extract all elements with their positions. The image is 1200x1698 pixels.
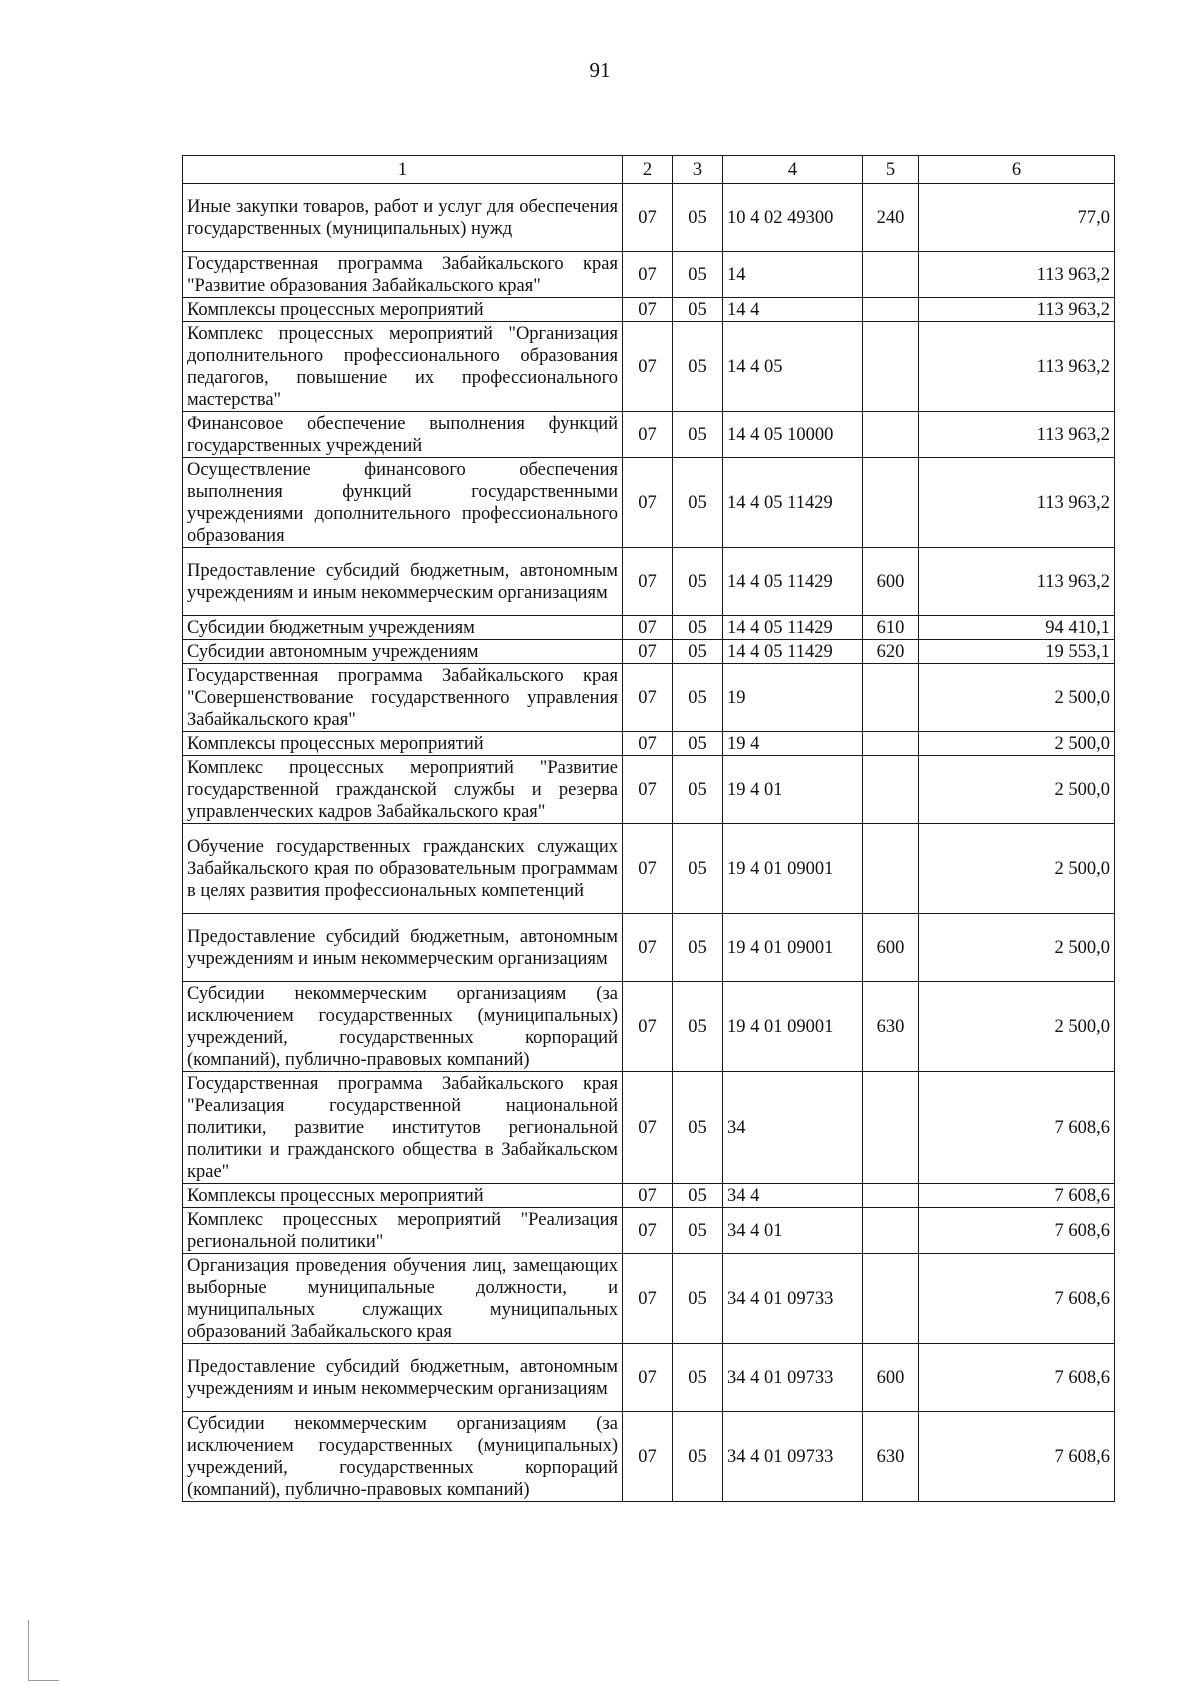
expense-type-cell [863,298,919,322]
expense-type-cell [863,458,919,548]
amount-cell: 7 608,6 [919,1412,1115,1502]
subsection-code-cell: 05 [673,322,723,412]
budget-table [182,155,1115,1502]
header-cell: 5 [863,156,919,184]
item-name-cell: Государственная программа Забайкальского края "Совершенствование государственного управления Забайкальского края" [183,664,623,732]
section-code-cell: 07 [623,548,673,616]
amount-cell: 113 963,2 [919,252,1115,298]
item-name-cell: Государственная программа Забайкальского края "Реализация государственной национальной политики, развитие институтов региональной политики и гражданского общества в Забайкальском крае" [183,1072,623,1184]
section-code-cell: 07 [623,1072,673,1184]
table-row [183,1254,1115,1344]
expense-type-cell [863,732,919,756]
table-row [183,824,1115,914]
amount-cell: 2 500,0 [919,664,1115,732]
item-name-cell: Субсидии бюджетным учреждениям [183,616,623,640]
target-code-cell: 19 4 01 09001 [723,914,863,982]
table-row [183,1072,1115,1184]
item-name-cell: Государственная программа Забайкальского края "Развитие образования Забайкальского края" [183,252,623,298]
subsection-code-cell: 05 [673,824,723,914]
section-code-cell: 07 [623,1344,673,1412]
subsection-code-cell: 05 [673,982,723,1072]
target-code-cell: 14 4 05 [723,322,863,412]
expense-type-cell: 630 [863,982,919,1072]
table-row [183,184,1115,252]
table-row [183,322,1115,412]
table-row [183,1412,1115,1502]
target-code-cell: 34 4 01 [723,1208,863,1254]
target-code-cell: 14 [723,252,863,298]
amount-cell: 113 963,2 [919,458,1115,548]
subsection-code-cell: 05 [673,458,723,548]
table-row [183,1208,1115,1254]
item-name-cell: Субсидии автономным учреждениям [183,640,623,664]
table-row [183,640,1115,664]
expense-type-cell [863,664,919,732]
item-name-cell: Иные закупки товаров, работ и услуг для обеспечения государственных (муниципальных) нужд [183,184,623,252]
item-name-cell: Комплексы процессных мероприятий [183,732,623,756]
section-code-cell: 07 [623,982,673,1072]
expense-type-cell: 600 [863,548,919,616]
subsection-code-cell: 05 [673,640,723,664]
item-name-cell: Предоставление субсидий бюджетным, автономным учреждениям и иным некоммерческим организациям [183,914,623,982]
expense-type-cell: 610 [863,616,919,640]
section-code-cell: 07 [623,1208,673,1254]
subsection-code-cell: 05 [673,1208,723,1254]
subsection-code-cell: 05 [673,732,723,756]
section-code-cell: 07 [623,824,673,914]
amount-cell: 2 500,0 [919,732,1115,756]
amount-cell: 7 608,6 [919,1184,1115,1208]
amount-cell: 113 963,2 [919,322,1115,412]
expense-type-cell [863,1254,919,1344]
expense-type-cell [863,1072,919,1184]
amount-cell: 7 608,6 [919,1072,1115,1184]
section-code-cell: 07 [623,664,673,732]
amount-cell: 113 963,2 [919,412,1115,458]
table-row [183,756,1115,824]
amount-cell: 113 963,2 [919,548,1115,616]
subsection-code-cell: 05 [673,616,723,640]
table-row [183,914,1115,982]
header-cell: 1 [183,156,623,184]
header-cell: 4 [723,156,863,184]
item-name-cell: Предоставление субсидий бюджетным, автономным учреждениям и иным некоммерческим организациям [183,548,623,616]
target-code-cell: 19 4 01 [723,756,863,824]
section-code-cell: 07 [623,756,673,824]
table-row [183,298,1115,322]
amount-cell: 2 500,0 [919,914,1115,982]
item-name-cell: Осуществление финансового обеспечения выполнения функций государственными учреждениями дополнительного профессионального образования [183,458,623,548]
section-code-cell: 07 [623,458,673,548]
subsection-code-cell: 05 [673,664,723,732]
amount-cell: 2 500,0 [919,756,1115,824]
target-code-cell: 14 4 05 11429 [723,548,863,616]
table-row [183,458,1115,548]
table-row [183,732,1115,756]
amount-cell: 94 410,1 [919,616,1115,640]
subsection-code-cell: 05 [673,914,723,982]
section-code-cell: 07 [623,252,673,298]
item-name-cell: Комплексы процессных мероприятий [183,1184,623,1208]
expense-type-cell [863,322,919,412]
section-code-cell: 07 [623,1184,673,1208]
item-name-cell: Комплекс процессных мероприятий "Реализация региональной политики" [183,1208,623,1254]
amount-cell: 7 608,6 [919,1208,1115,1254]
subsection-code-cell: 05 [673,252,723,298]
header-cell: 2 [623,156,673,184]
expense-type-cell: 630 [863,1412,919,1502]
subsection-code-cell: 05 [673,184,723,252]
header-cell: 3 [673,156,723,184]
expense-type-cell [863,824,919,914]
amount-cell: 7 608,6 [919,1344,1115,1412]
item-name-cell: Комплексы процессных мероприятий [183,298,623,322]
header-row [183,156,1115,184]
amount-cell: 77,0 [919,184,1115,252]
target-code-cell: 14 4 05 11429 [723,458,863,548]
target-code-cell: 19 4 [723,732,863,756]
table-row [183,616,1115,640]
table-row [183,548,1115,616]
item-name-cell: Субсидии некоммерческим организациям (за исключением государственных (муниципальных) учреждений, государственных корпораций (компаний), публично-правовых компаний) [183,982,623,1072]
scan-edge-mark [28,1620,59,1681]
subsection-code-cell: 05 [673,1344,723,1412]
subsection-code-cell: 05 [673,1412,723,1502]
target-code-cell: 10 4 02 49300 [723,184,863,252]
section-code-cell: 07 [623,914,673,982]
table-row [183,1184,1115,1208]
amount-cell: 2 500,0 [919,982,1115,1072]
expense-type-cell [863,1208,919,1254]
table-row [183,412,1115,458]
amount-cell: 2 500,0 [919,824,1115,914]
target-code-cell: 14 4 [723,298,863,322]
target-code-cell: 14 4 05 10000 [723,412,863,458]
subsection-code-cell: 05 [673,1184,723,1208]
item-name-cell: Обучение государственных гражданских служащих Забайкальского края по образовательным программам в целях развития профессиональных компетенций [183,824,623,914]
subsection-code-cell: 05 [673,412,723,458]
expense-type-cell: 600 [863,1344,919,1412]
target-code-cell: 14 4 05 11429 [723,616,863,640]
section-code-cell: 07 [623,616,673,640]
table-row [183,982,1115,1072]
subsection-code-cell: 05 [673,1254,723,1344]
item-name-cell: Предоставление субсидий бюджетным, автономным учреждениям и иным некоммерческим организациям [183,1344,623,1412]
expense-type-cell: 240 [863,184,919,252]
table-row [183,664,1115,732]
item-name-cell: Организация проведения обучения лиц, замещающих выборные муниципальные должности, и муниципальных служащих муниципальных образований Забайкальского края [183,1254,623,1344]
item-name-cell: Субсидии некоммерческим организациям (за исключением государственных (муниципальных) учреждений, государственных корпораций (компаний), публично-правовых компаний) [183,1412,623,1502]
target-code-cell: 34 4 01 09733 [723,1254,863,1344]
subsection-code-cell: 05 [673,298,723,322]
subsection-code-cell: 05 [673,1072,723,1184]
section-code-cell: 07 [623,412,673,458]
expense-type-cell [863,252,919,298]
section-code-cell: 07 [623,184,673,252]
target-code-cell: 34 [723,1072,863,1184]
item-name-cell: Финансовое обеспечение выполнения функций государственных учреждений [183,412,623,458]
expense-type-cell [863,756,919,824]
section-code-cell: 07 [623,1412,673,1502]
target-code-cell: 19 4 01 09001 [723,824,863,914]
amount-cell: 19 553,1 [919,640,1115,664]
table-row [183,1344,1115,1412]
item-name-cell: Комплекс процессных мероприятий "Развитие государственной гражданской службы и резерва управленческих кадров Забайкальского края" [183,756,623,824]
section-code-cell: 07 [623,322,673,412]
expense-type-cell [863,1184,919,1208]
subsection-code-cell: 05 [673,548,723,616]
expense-type-cell [863,412,919,458]
section-code-cell: 07 [623,732,673,756]
amount-cell: 7 608,6 [919,1254,1115,1344]
target-code-cell: 14 4 05 11429 [723,640,863,664]
header-cell: 6 [919,156,1115,184]
target-code-cell: 34 4 [723,1184,863,1208]
table-row [183,252,1115,298]
target-code-cell: 34 4 01 09733 [723,1412,863,1502]
table-body [183,156,1115,1502]
target-code-cell: 34 4 01 09733 [723,1344,863,1412]
subsection-code-cell: 05 [673,756,723,824]
page-number: 91 [589,58,611,82]
item-name-cell: Комплекс процессных мероприятий "Организация дополнительного профессионального образования педагогов, повышение их профессионального мастерства" [183,322,623,412]
expense-type-cell: 600 [863,914,919,982]
expense-type-cell: 620 [863,640,919,664]
section-code-cell: 07 [623,298,673,322]
target-code-cell: 19 4 01 09001 [723,982,863,1072]
target-code-cell: 19 [723,664,863,732]
amount-cell: 113 963,2 [919,298,1115,322]
section-code-cell: 07 [623,1254,673,1344]
section-code-cell: 07 [623,640,673,664]
